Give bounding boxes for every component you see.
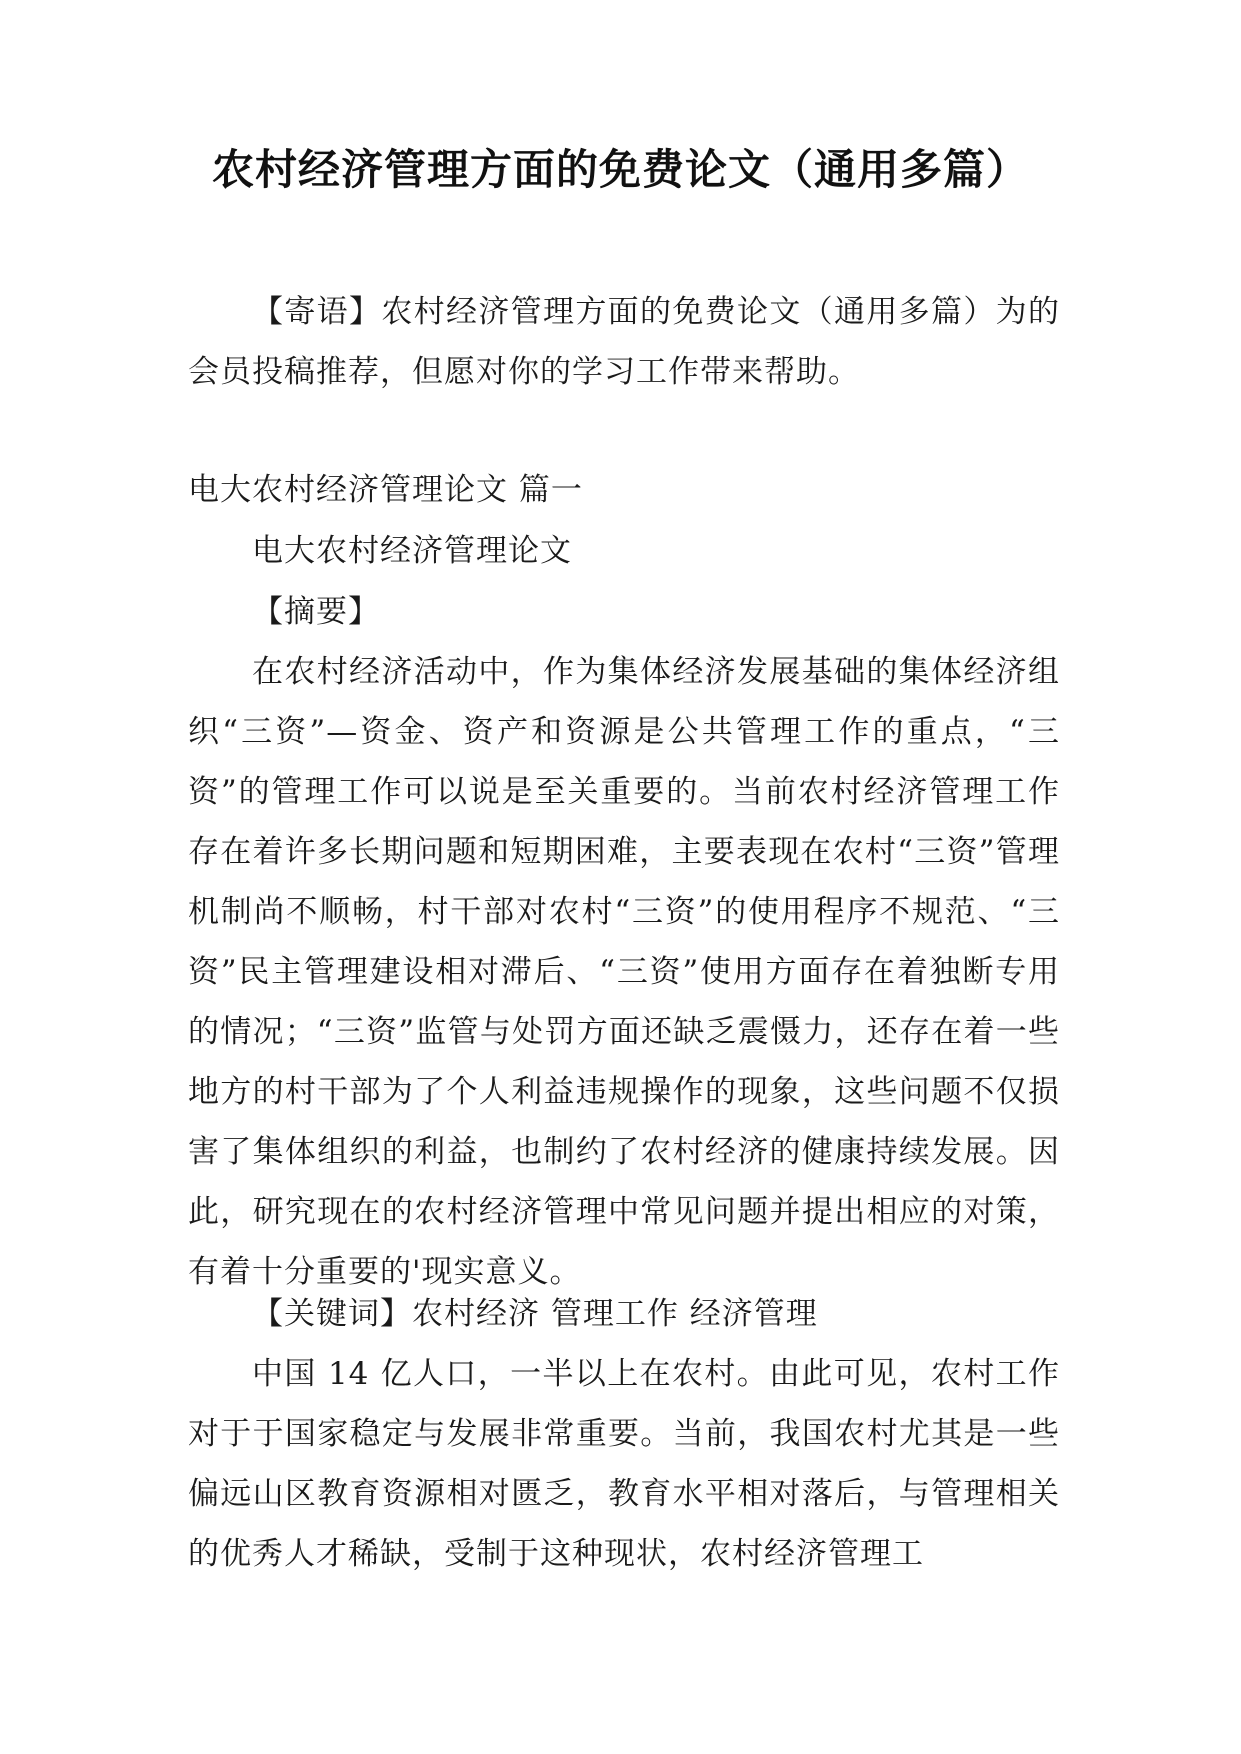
article-subtitle: 电大农村经济管理论文 xyxy=(252,533,572,569)
section-heading: 电大农村经济管理论文 篇一 xyxy=(188,472,583,508)
abstract-paragraph: 在农村经济活动中，作为集体经济发展基础的集体经济组织“三资”—资金、资产和资源是公共管理工作的重点，“三资”的管理工作可以说是至关重要的。当前农村经济管理工作存在着许多长期问题和短期困难，主要表现在农村“三资”管理机制尚不顺畅，村干部对农村“三资”的使用程序不规范、“三资”民主管理建设相对滞后、“三资”使用方面存在着独断专用的情况；“三资”监管与处罚方面还缺乏震慑力，还存在着一些地方的村干部为了个人利益违规操作的现象，这些问题不仅损害了集体组织的利益，也制约了农村经济的健康持续发展。因此，研究现在的农村经济管理中常见问题并提出相应的对策，有着十分重要的'现实意义。 xyxy=(188,654,1060,1290)
page-title: 农村经济管理方面的免费论文（通用多篇） xyxy=(211,145,1029,194)
abstract-label: 【摘要】 xyxy=(252,594,380,630)
intro-paragraph: 中国 14 亿人口，一半以上在农村。由此可见，农村工作对于于国家稳定与发展非常重要。当前，我国农村尤其是一些偏远山区教育资源相对匮乏，教育水平相对落后，与管理相关的优秀人才稀缺，受制于这种现状，农村经济管理工 xyxy=(188,1356,1060,1572)
keywords-line: 【关键词】农村经济 管理工作 经济管理 xyxy=(252,1296,818,1332)
preface-paragraph: 【寄语】农村经济管理方面的免费论文（通用多篇）为的会员投稿推荐，但愿对你的学习工作带来帮助。 xyxy=(188,294,1060,390)
